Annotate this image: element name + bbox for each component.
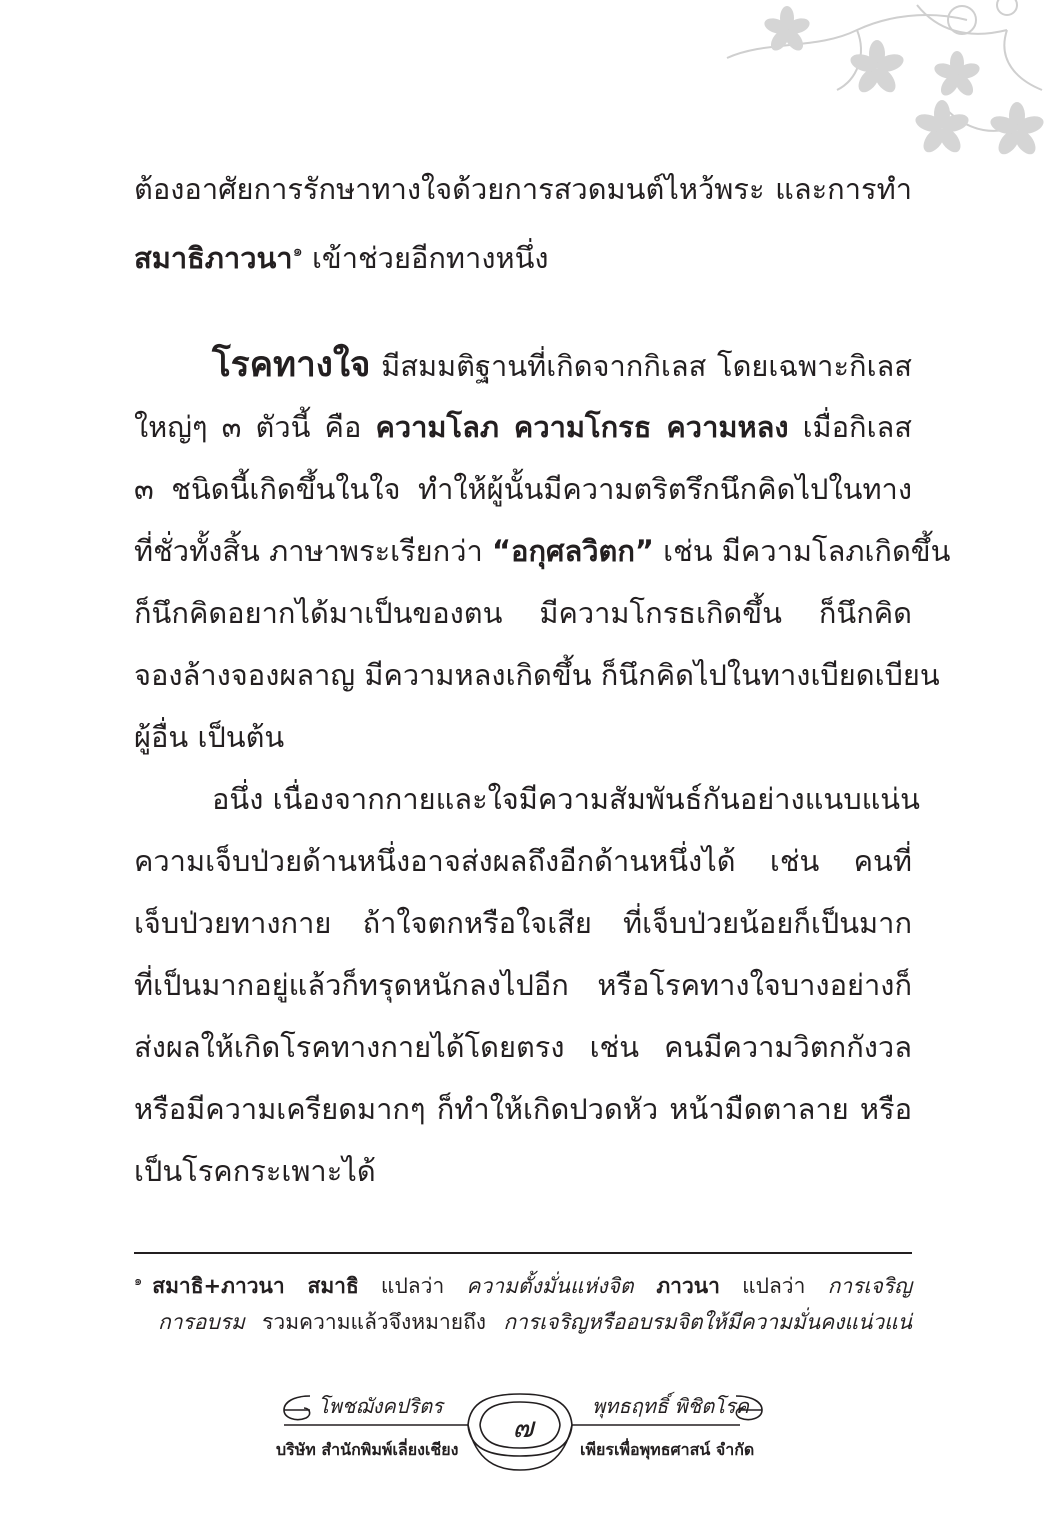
text-line: ๓ ชนิดนี้เกิดขึ้นในใจ ทำให้ผู้นั้นมีความตริตรึกนึกคิดไปในทาง [134, 472, 912, 506]
book-title: โพชฌังคปริตร [318, 1394, 443, 1418]
text-line: ก็นึกคิดอยากได้มาเป็นของตน มีความโกรธเกิดขึ้น ก็นึกคิด [134, 596, 912, 630]
footnote-definition: ความตั้งมั่นแห่งจิต [466, 1274, 634, 1298]
text-line: เจ็บป่วยทางกาย ถ้าใจตกหรือใจเสีย ที่เจ็บป่วยน้อยก็เป็นมาก [134, 906, 912, 940]
text-fragment: ที่ชั่วทั้งสิ้น ภาษาพระเรียกว่า [134, 534, 492, 568]
text-fragment: ใหญ่ๆ ๓ ตัวนี้ คือ [134, 410, 376, 444]
footnote-definition: การเจริญหรืออบรมจิตให้มีความมั่นคงแน่วแน่ [503, 1310, 912, 1334]
text-line [134, 220, 912, 282]
section-heading-term: โรคทางใจ [212, 345, 371, 385]
body-text [134, 158, 951, 1202]
text-line: ความเจ็บป่วยด้านหนึ่งอาจส่งผลถึงอีกด้านหนึ่งได้ เช่น คนที่ [134, 844, 912, 878]
text-line: ต้องอาศัยการรักษาทางใจด้วยการสวดมนต์ไหว้พระ และการทำ [134, 172, 912, 206]
publisher-name: บริษัท สำนักพิมพ์เลี่ยงเชียง [276, 1440, 459, 1459]
text-line [134, 396, 912, 458]
footnote-definition: การอบรม [158, 1310, 245, 1334]
text-line: หรือมีความเครียดมากๆ ก็ทำให้เกิดปวดหัว หน้ามืดตาลาย หรือ [134, 1092, 912, 1126]
text-line [134, 520, 951, 582]
text-fragment: แปลว่า [719, 1274, 828, 1298]
text-fragment: แปลว่า [358, 1274, 467, 1298]
page-footer [270, 1382, 775, 1478]
text-line [134, 334, 912, 396]
bold-term: สมาธิภาวนา [134, 241, 293, 275]
text-fragment: เช่น มีความโลภเกิดขึ้น [653, 534, 951, 568]
text-line: ที่เป็นมากอยู่แล้วก็ทรุดหนักลงไปอีก หรือโรคทางใจบางอย่างก็ [134, 968, 912, 1002]
footnote-definition: การเจริญ [827, 1274, 913, 1298]
footnote-line [134, 1302, 912, 1342]
bold-term: “อกุศลวิตก” [492, 534, 654, 568]
text-fragment: เข้าช่วยอีกทางหนึ่ง [302, 241, 549, 275]
footnote-divider [134, 1252, 912, 1254]
footnote-term: ภาวนา [633, 1274, 720, 1298]
publisher-name-continued: เพียรเพื่อพุทธศาสน์ จำกัด [580, 1440, 755, 1459]
text-fragment: เมื่อกิเลส [788, 410, 912, 444]
text-fragment: มีสมมติฐานที่เกิดจากกิเลส โดยเฉพาะกิเลส [370, 349, 912, 383]
footnote-line [134, 1262, 912, 1302]
floral-corner-decoration [707, 0, 1047, 165]
footnote [134, 1262, 912, 1342]
text-line: ผู้อื่น เป็นต้น [134, 720, 285, 754]
book-subtitle: พุทธฤทธิ์ พิชิตโรค [592, 1394, 750, 1418]
footnote-term: สมาธิ+ภาวนา สมาธิ [152, 1274, 359, 1298]
text-line: เป็นโรคกระเพาะได้ [134, 1154, 376, 1188]
text-line: อนึ่ง เนื่องจากกายและใจมีความสัมพันธ์กันอย่างแนบแน่น [212, 782, 920, 816]
text-line: ส่งผลให้เกิดโรคทางกายได้โดยตรง เช่น คนมีความวิตกกังวล [134, 1030, 912, 1064]
text-fragment: รวมความแล้วจึงหมายถึง [244, 1310, 504, 1334]
page-number: ๗ [512, 1411, 534, 1444]
footnote-marker: ๑ [134, 1274, 143, 1289]
footnote-marker: ๑ [292, 241, 303, 260]
text-line: จองล้างจองผลาญ มีความหลงเกิดขึ้น ก็นึกคิดไปในทางเบียดเบียน [134, 658, 940, 692]
bold-term: ความโลภ ความโกรธ ความหลง [375, 410, 789, 444]
